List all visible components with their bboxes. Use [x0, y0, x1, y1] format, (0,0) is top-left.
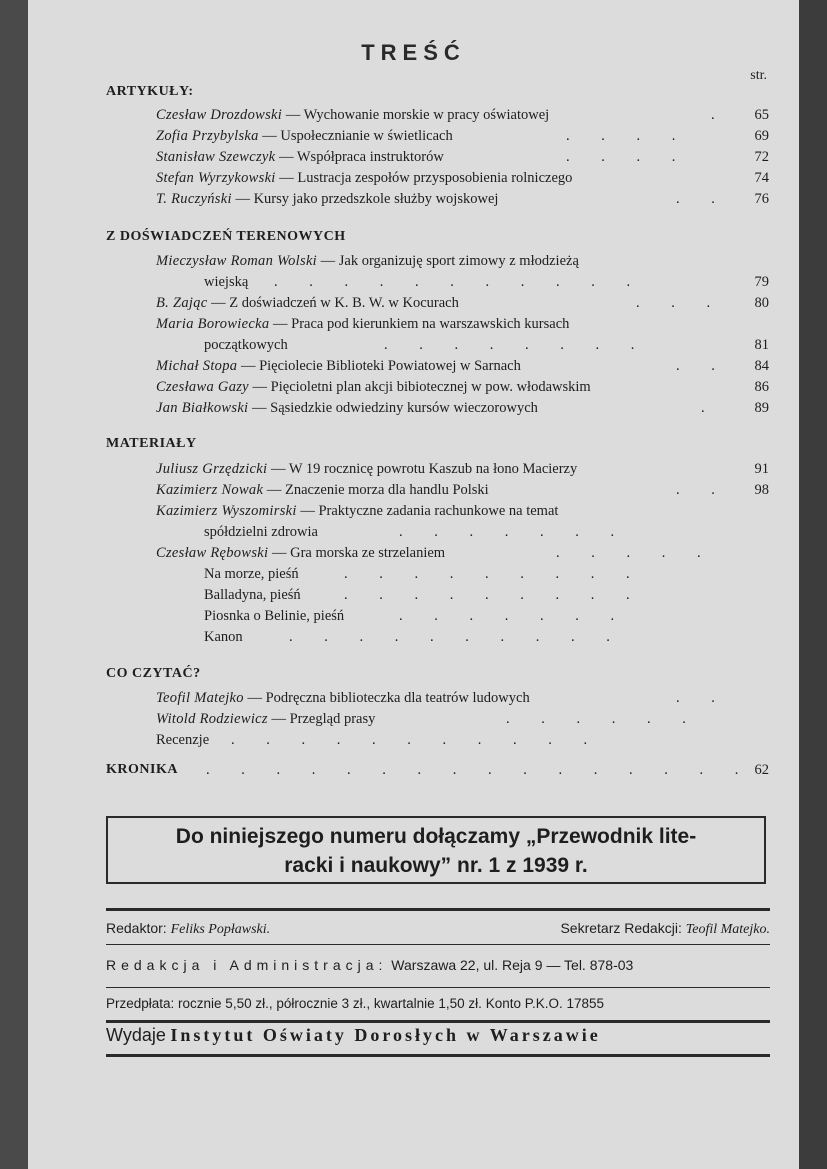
- toc-entry[interactable]: Stanisław Szewczyk — Współpraca instruktorów . . . . 72: [156, 149, 769, 165]
- entry-title: — Gra morska ze strzelaniem: [271, 545, 446, 561]
- entry-title: — Praktyczne zadania rachunkowe na temat: [300, 503, 559, 519]
- entry-page: 89: [754, 400, 769, 416]
- toc-entry[interactable]: [156, 461, 769, 481]
- toc-entry[interactable]: Kazimierz Nowak — Znaczenie morza dla handlu Polski . . 98: [156, 482, 769, 498]
- toc-subentry[interactable]: Balladyna, pieśń . . . . . . . . .: [204, 587, 644, 603]
- toc-entry[interactable]: Czesław Drozdowski — Wychowanie morskie w pracy oświatowej . 65: [156, 107, 769, 123]
- toc-subentry[interactable]: Piosnka o Belinie, pieśń . . . . . . .: [204, 608, 629, 624]
- entry-author: T. Ruczyński: [156, 191, 232, 207]
- entry-title: — Wychowanie morskie w pracy oświatowej: [285, 107, 550, 123]
- toc-entry[interactable]: [156, 503, 769, 523]
- entry-page: 98: [754, 482, 769, 498]
- toc-entry[interactable]: Michał Stopa — Pięciolecie Biblioteki Powiatowej w Sarnach . . 84: [156, 358, 769, 374]
- publisher-name: Instytut Oświaty Dorosłych w Warszawie: [170, 1025, 601, 1045]
- notice-line-2: racki i naukowy” nr. 1 z 1939 r.: [284, 854, 588, 877]
- toc-entry[interactable]: T. Ruczyński — Kursy jako przedszkole służby wojskowej . . 76: [156, 191, 769, 207]
- entry-author: Czesław Rębowski: [156, 545, 269, 561]
- entry-page: 86: [754, 379, 769, 395]
- toc-entry[interactable]: [156, 253, 769, 273]
- toc-entry[interactable]: Recenzje . . . . . . . . . . .: [156, 732, 602, 748]
- entry-page: 79: [754, 274, 769, 290]
- kronika-page: 62: [754, 762, 769, 778]
- entry-page: 81: [754, 337, 769, 353]
- admin-address: Warszawa 22, ul. Reja 9 — Tel. 878-03: [391, 957, 634, 973]
- entry-title: Recenzje: [156, 732, 210, 748]
- entry-page: 74: [754, 170, 769, 186]
- entry-author: Czesława Gazy: [156, 379, 249, 395]
- entry-page: 72: [754, 149, 769, 165]
- notice-line-1: Do niniejszego numeru dołączamy „Przewodnik lite-: [175, 825, 697, 848]
- entry-title: — Przegląd prasy: [271, 711, 376, 727]
- toc-entry[interactable]: Jan Białkowski — Sąsiedzkie odwiedziny kursów wieczorowych . 89: [156, 400, 769, 416]
- entry-title-continuation: wiejską: [204, 274, 249, 290]
- toc-entry-continuation: wiejską . . . . . . . . . . . 79: [204, 274, 769, 290]
- entry-page: 91: [754, 461, 769, 477]
- entry-title: Kanon: [204, 629, 243, 645]
- entry-title: — Pięciolecie Biblioteki Powiatowej w Sarnach: [240, 358, 521, 374]
- entry-title: — Współpraca instruktorów: [279, 149, 444, 165]
- entry-title: — Z doświadczeń w K. B. W. w Kocurach: [211, 295, 459, 311]
- editor-name: Feliks Popławski.: [170, 922, 271, 937]
- entry-author: Mieczysław Roman Wolski: [156, 253, 318, 269]
- section-heading-co-czytac: CO CZYTAĆ?: [106, 666, 201, 681]
- editorial-line: [106, 920, 770, 938]
- toc-entry[interactable]: Witold Rodziewicz — Przegląd prasy . . . . . .: [156, 711, 700, 727]
- toc-entry[interactable]: [156, 170, 769, 190]
- secretary-name: Teofil Matejko.: [685, 922, 770, 937]
- publisher-label: Wydaje: [106, 1025, 166, 1045]
- entry-title: — Znaczenie morza dla handlu Polski: [266, 482, 489, 498]
- toc-entry-kronika[interactable]: KRONIKA . . . . . . . . . . . . . . . . 62: [106, 762, 769, 778]
- entry-title: — Sąsiedzkie odwiedziny kursów wieczorowych: [252, 400, 538, 416]
- entry-page: 65: [754, 107, 769, 123]
- kronika-label: KRONIKA: [106, 762, 178, 777]
- toc-subentry[interactable]: Kanon . . . . . . . . . .: [204, 629, 624, 645]
- entry-author: Maria Borowiecka: [156, 316, 270, 332]
- entry-title: Balladyna, pieśń: [204, 587, 301, 603]
- toc-entry-continuation: spółdzielni zdrowia . . . . . . .: [204, 524, 629, 540]
- toc-entry[interactable]: Zofia Przybylska — Uspołecznianie w świetlicach . . . . 69: [156, 128, 769, 144]
- footer-rule: [106, 1020, 770, 1023]
- entry-title: — Uspołecznianie w świetlicach: [262, 128, 453, 144]
- toc-entry[interactable]: Teofil Matejko — Podręczna biblioteczka dla teatrów ludowych . .: [156, 690, 729, 706]
- footer-rule: [106, 908, 770, 911]
- entry-title: — W 19 rocznicę powrotu Kaszub na łono Macierzy: [270, 461, 578, 477]
- entry-title-continuation: spółdzielni zdrowia: [204, 524, 318, 540]
- entry-author: Stanisław Szewczyk: [156, 149, 276, 165]
- entry-author: Zofia Przybylska: [156, 128, 259, 144]
- entry-page: 80: [754, 295, 769, 311]
- publisher-line: [106, 1025, 770, 1046]
- subscription-line: Przedpłata: rocznie 5,50 zł., półrocznie 3 zł., kwartalnie 1,50 zł. Konto P.K.O. 17855: [106, 996, 605, 1011]
- entry-author: Kazimierz Wyszomirski: [156, 503, 297, 519]
- entry-page: 76: [754, 191, 769, 207]
- entry-author: Stefan Wyrzykowski: [156, 170, 276, 186]
- entry-author: Juliusz Grzędzicki: [156, 461, 268, 477]
- entry-title: — Praca pod kierunkiem na warszawskich kursach: [273, 316, 570, 332]
- toc-entry[interactable]: Czesław Rębowski — Gra morska ze strzelaniem . . . . .: [156, 545, 715, 561]
- section-heading-artykuly: ARTYKUŁY:: [106, 84, 194, 99]
- scan-edge-shadow: [799, 0, 827, 1169]
- footer-rule: [106, 1054, 770, 1057]
- footer-rule: [106, 987, 770, 988]
- entry-author: Michał Stopa: [156, 358, 238, 374]
- section-heading-doswiadczenia: Z DOŚWIADCZEŃ TERENOWYCH: [106, 229, 346, 244]
- entry-title: — Kursy jako przedszkole służby wojskowej: [235, 191, 499, 207]
- entry-page: 69: [754, 128, 769, 144]
- footer-rule: [106, 944, 770, 945]
- entry-title: — Podręczna biblioteczka dla teatrów ludowych: [247, 690, 530, 706]
- entry-author: Kazimierz Nowak: [156, 482, 264, 498]
- toc-entry[interactable]: B. Zając — Z doświadczeń w K. B. W. w Kocurach . . . 80: [156, 295, 769, 311]
- entry-title: — Jak organizuję sport zimowy z młodzieżą: [320, 253, 579, 269]
- document-page: [28, 0, 799, 1169]
- toc-entry[interactable]: [156, 379, 769, 399]
- entry-title: — Lustracja zespołów przysposobienia rolniczego: [279, 170, 573, 186]
- page-column-label: str.: [750, 68, 767, 83]
- entry-author: Czesław Drozdowski: [156, 107, 283, 123]
- entry-title-continuation: początkowych: [204, 337, 288, 353]
- entry-title: Piosnka o Belinie, pieśń: [204, 608, 345, 624]
- toc-entry[interactable]: [156, 316, 769, 336]
- toc-subentry[interactable]: Na morze, pieśń . . . . . . . . .: [204, 566, 644, 582]
- entry-author: Jan Białkowski: [156, 400, 249, 416]
- entry-page: 84: [754, 358, 769, 374]
- secretary-label: Sekretarz Redakcji:: [560, 920, 682, 936]
- entry-title: — Pięcioletni plan akcji bibiotecznej w pow. włodawskim: [252, 379, 591, 395]
- toc-entry-continuation: początkowych . . . . . . . . 81: [204, 337, 769, 353]
- admin-label: Redakcja i Administracja:: [106, 957, 388, 973]
- entry-author: B. Zając: [156, 295, 208, 311]
- entry-author: Teofil Matejko: [156, 690, 244, 706]
- page-title: TREŚĆ: [361, 40, 466, 65]
- section-heading-materialy: MATERIAŁY: [106, 436, 197, 451]
- entry-title: Na morze, pieśń: [204, 566, 299, 582]
- editor-label: Redaktor:: [106, 920, 167, 936]
- entry-author: Witold Rodziewicz: [156, 711, 268, 727]
- supplement-notice-box: [106, 816, 766, 884]
- administration-line: [106, 957, 770, 973]
